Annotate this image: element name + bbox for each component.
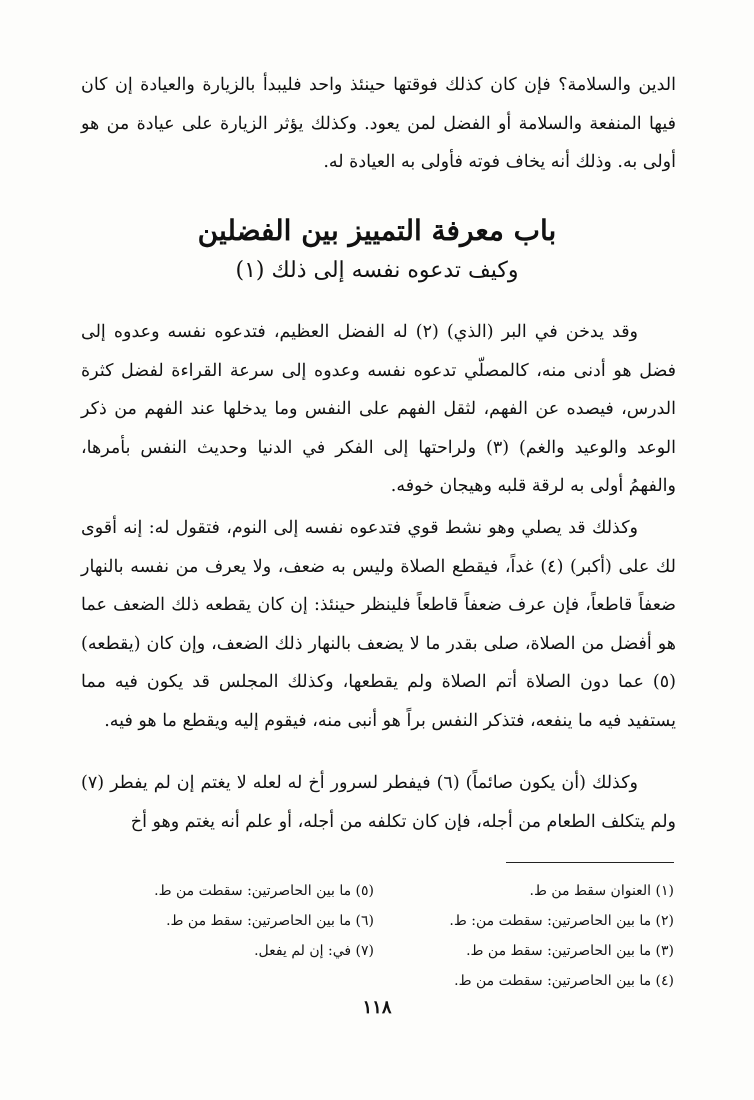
paragraph: وقد يدخن في البر (الذي) (٢) له الفضل العظيم، فتدعوه نفسه وعدوه إلى فضل هو أدنى منه، كالمصلّي تدعوه نفسه وعدوه إلى سرعة القراءة لفضل كثرة الدرس، فيصده عن الفهم، لثقل الفهم على النفس وما يدخلها عند الفهم من ذكر الوعد والوعيد والغم) (٣) ولراحتها إلى الفكر في الدنيا وحديث النفس بأمرها، والفهمُ أولى به لرقة قلبه وهيجان خوفه. — [81, 322, 676, 496]
page-number: ١١٨ — [362, 997, 392, 1018]
footnote: (٣) ما بين الحاصرتين: سقط من ط. — [466, 943, 674, 959]
footnote: (٦) ما بين الحاصرتين: سقط من ط. — [166, 913, 374, 929]
chapter-heading: باب معرفة التمييز بين الفضلين — [197, 214, 557, 247]
intro-paragraph — [81, 66, 676, 182]
paragraph: وكذلك قد يصلي وهو نشط قوي فتدعوه نفسه إلى النوم، فتقول له: إنه أقوى لك على (أكبر) (٤) غداً، فيقطع الصلاة وليس به ضعف، ولا يعرف من نفسه بالنهار ضعفاً قاطعاً، فإن عرف ضعفاً قاطعاً فلينظر حينئذ: إن كان يقطعه ذلك الضعف عما هو أفضل من الصلاة، صلى بقدر ما لا يضعف بالنهار ذلك الضعف، وإن كان (يقطعه) (٥) عما دون الصلاة أتم الصلاة ولم يقطعها، وكذلك المجلس قد يكون فيه مما يستفيد فيه ما ينفعه، فتذكر النفس براً هو أنبى منه، فيقوم إليه ويقطع ما هو فيه. — [81, 518, 677, 731]
footnote: (٥) ما بين الحاصرتين: سقطت من ط. — [154, 883, 374, 899]
footnote-divider — [506, 862, 674, 863]
footnotes-right-column — [344, 876, 674, 996]
paragraph-block — [81, 509, 676, 740]
footnote: (٤) ما بين الحاصرتين: سقطت من ط. — [454, 973, 674, 989]
paragraph-block — [81, 764, 676, 841]
footnote: (٧) في: إن لم يفعل. — [254, 943, 374, 959]
footnote: (٢) ما بين الحاصرتين: سقطت من: ط. — [449, 913, 674, 929]
footnotes-left-column — [154, 876, 374, 966]
paragraph-block — [81, 313, 676, 506]
intro-text: الدين والسلامة؟ فإن كان كذلك فوقتها حينئذ واحد فليبدأ بالزيارة والعيادة إن كان فيها المنفعة والسلامة أو الفضل لمن يعود. وكذلك يؤثر الزيارة على عيادة من هو أولى به. وذلك أنه يخاف فوته فأولى به العيادة له. — [81, 75, 676, 172]
footnote: (١) العنوان سقط من ط. — [529, 883, 674, 899]
chapter-subheading: وكيف تدعوه نفسه إلى ذلك (١) — [235, 258, 519, 283]
paragraph: وكذلك (أن يكون صائماً) (٦) فيفطر لسرور أخ له لعله لا يغتم إن لم يفطر (٧) ولم يتكلف الطعام من أجله، فإن كان تكلفه من أجله، أو علم أنه يغتم وهو أخ — [81, 773, 676, 832]
